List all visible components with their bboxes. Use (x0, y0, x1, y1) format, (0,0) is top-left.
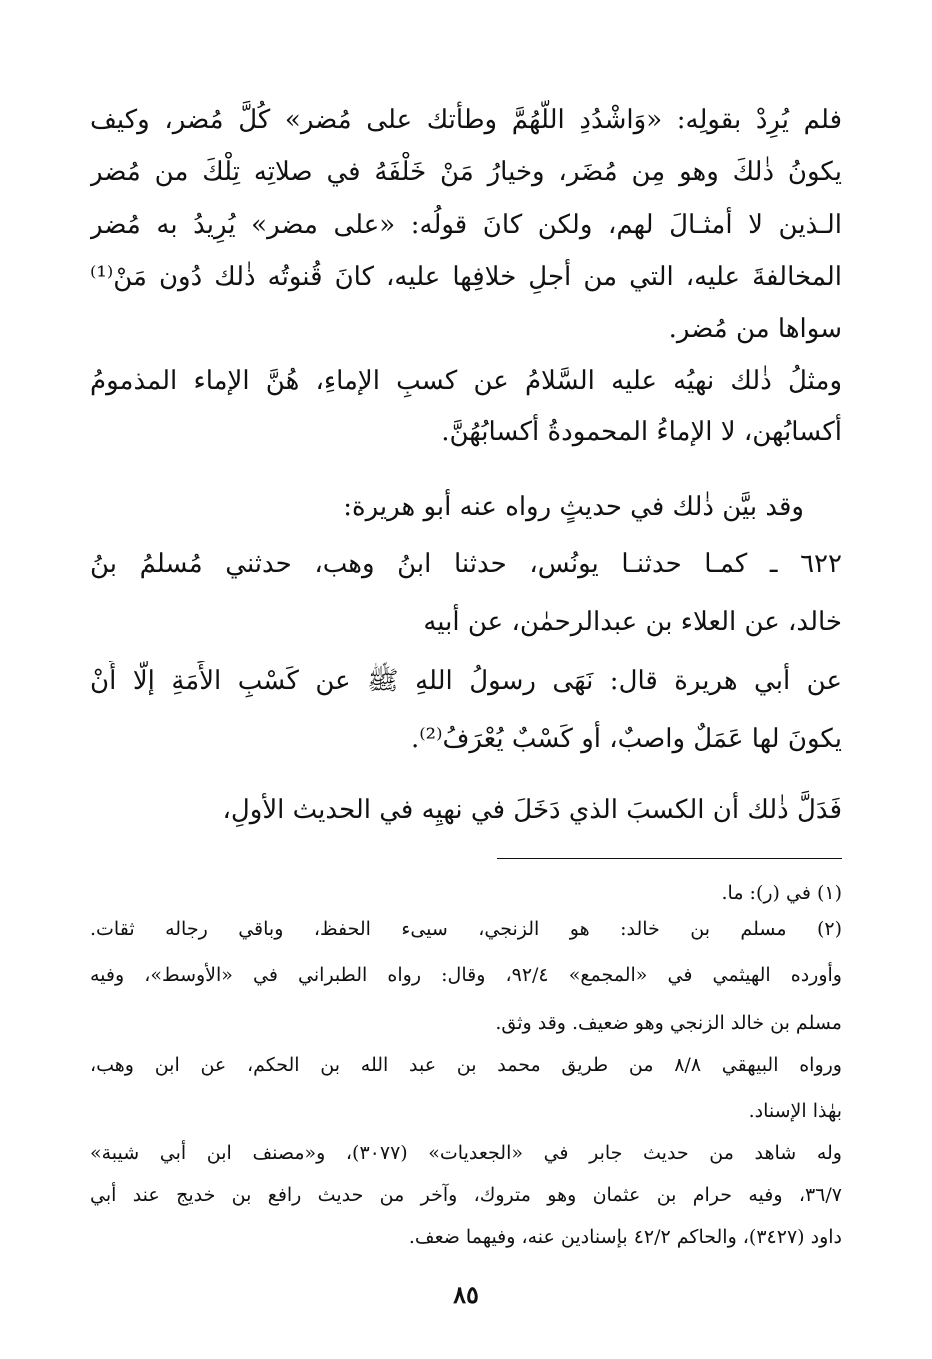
footnote-line: ورواه البيهقي ٨/٨ من طريق محمد بن عبد الله بن الحكم، عن ابن وهب، (90, 1054, 842, 1076)
body-line: وقد بيَّن ذٰلك في حديثٍ رواه عنه أبو هريرة: (343, 492, 804, 522)
hadith-line: خالد، عن العلاء بن عبدالرحمٰن، عن أبيه (423, 607, 842, 637)
footnote-line: مسلم بن خالد الزنجي وهو ضعيف. وقد وثق. (495, 1012, 842, 1034)
body-line: يكونُ ذٰلكَ وهو مِن مُضَر، وخيارُ مَنْ خَلْفَهُ في صلاتِه تِلْكَ من مُضر (90, 157, 842, 187)
body-line: الـذين لا أمثـالَ لهم، ولكن كانَ قولُه: «على مضر» يُرِيدُ به مُضر (90, 210, 842, 240)
body-line: فلم يُرِدْ بقولِه: «وَاشْدُدِ اللَّهُمَّ وطأتك على مُضر» كُلَّ مُضر، وكيف (90, 105, 842, 135)
footnote-line: وأورده الهيثمي في «المجمع» ٩٢/٤، وقال: رواه الطبراني في «الأوسط»، وفيه (90, 964, 842, 986)
hadith-line: ٦٢٢ ـ كمـا حدثنـا يونُس، حدثنا ابنُ وهب، حدثني مُسلمُ بنُ (90, 549, 842, 579)
footnote-separator (497, 858, 842, 859)
body-line: سواها من مُضر. (668, 314, 842, 344)
footnote-line: داود (٣٤٢٧)، والحاكم ٤٢/٢ بإسنادين عنه، وفيهما ضعف. (408, 1226, 842, 1248)
footnote-line: (١) في (ر): ما. (721, 882, 842, 904)
hadith-line: يكونَ لها عَمَلٌ واصبٌ، أو كَسْبٌ يُعْرَفُ⁽²⁾. (411, 724, 842, 754)
page-number: ٨٥ (453, 1280, 479, 1309)
footnote-line: وله شاهد من حديث جابر في «الجعديات» (٣٠٧٧)، و«مصنف ابن أبي شيبة» (90, 1142, 842, 1164)
footnote-line: ٣٦/٧، وفيه حرام بن عثمان وهو متروك، وآخر من حديث رافع بن خديج عند أبي (90, 1184, 842, 1206)
footnote-line: (٢) مسلم بن خالد: هو الزنجي، سيىء الحفظ، وباقي رجاله ثقات. (90, 918, 842, 940)
body-line: المخالفةَ عليه، التي من أجلِ خلافِها عليه، كانَ قُنوتُه ذٰلك دُون مَنْ⁽¹⁾ (90, 262, 842, 292)
body-line: فَدَلَّ ذٰلك أن الكسبَ الذي دَخَلَ في نهيِه في الحديث الأولِ، (222, 795, 842, 825)
body-line: ومثلُ ذٰلك نهيُه عليه السَّلامُ عن كسبِ الإماءِ، هُنَّ الإماء المذمومُ (90, 366, 842, 396)
body-line: أكسابُهن، لا الإماءُ المحمودةُ أكسابُهُنَّ. (441, 417, 842, 447)
footnote-line: بهٰذا الإسناد. (748, 1100, 842, 1122)
hadith-line: عن أبي هريرة قال: نَهَى رسولُ اللهِ ﷺ عن كَسْبِ الأَمَةِ إلَّا أَنْ (90, 666, 842, 696)
